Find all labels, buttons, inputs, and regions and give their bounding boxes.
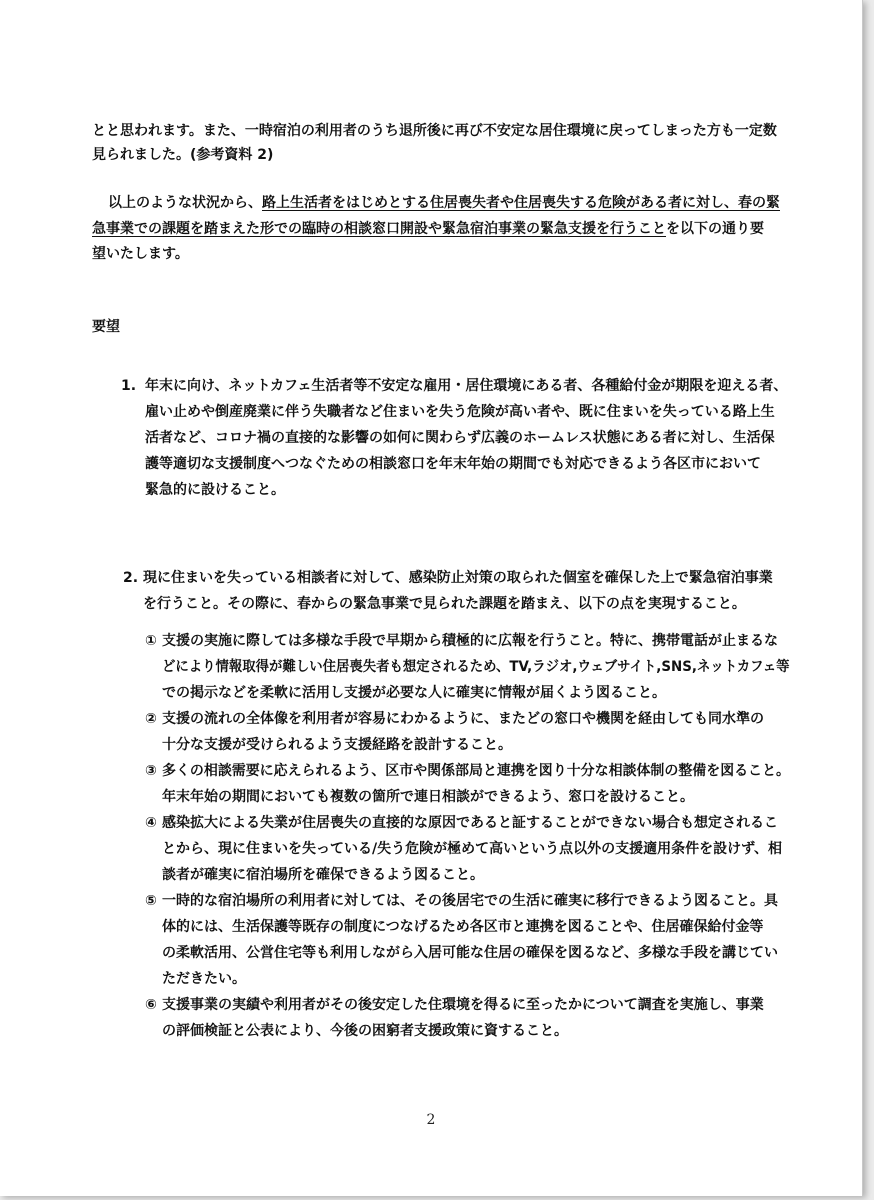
section-title: 要望 (92, 319, 120, 335)
item-4-marker: ④ (145, 815, 157, 831)
summary-line-3: 望いたします。 (92, 246, 189, 262)
demand-1-line-4: 護等適切な支援制度へつなぐための相談窓口を年末年始の期間でも対応できるよう各区市において (145, 456, 761, 472)
summary-line-2 (92, 220, 764, 238)
item-6-line-2: の評価検証と公表により、今後の困窮者支援政策に資すること。 (162, 1023, 568, 1039)
item-5-line-4: ただきたい。 (162, 971, 246, 987)
item-3-marker: ③ (145, 763, 157, 779)
item-5-line-3: の柔軟活用、公営住宅等も利用しながら入居可能な住居の確保を図るなど、多様な手段を講じてい (162, 945, 778, 961)
demand-1-line-3: 活者など、コロナ禍の直接的な影響の如何に関わらず広義のホームレス状態にある者に対し、生活保 (145, 430, 775, 446)
item-1-line-3: での掲示などを柔軟に活用し支援が必要な人に確実に情報が届くよう図ること。 (162, 685, 666, 701)
demand-2-line-2: を行うこと。その際に、春からの緊急事業で見られた課題を踏まえ、以下の点を実現すること。 (143, 596, 746, 612)
summary-line-1-underlined: 路上生活者をはじめとする住居喪失者や住居喪失する危険がある者に対し、春の緊 (262, 195, 780, 211)
summary-line-2-plain: を以下の通り要 (666, 221, 764, 237)
demand-1-line-2: 雇い止めや倒産廃業に伴う失職者など住まいを失う危険が高い者や、既に住まいを失っている路上生 (145, 404, 775, 420)
summary-line-1 (108, 194, 780, 212)
item-3-line-1: 多くの相談需要に応えられるよう、区市や関係部局と連携を図り十分な相談体制の整備を図ること。 (162, 763, 790, 779)
item-5-line-2: 体的には、生活保護等既存の制度につなげるため各区市と連携を図ることや、住居確保給付金等 (162, 919, 764, 935)
demand-1-number: 1. (121, 378, 137, 394)
demand-2-line-1: 現に住まいを失っている相談者に対して、感染防止対策の取られた個室を確保した上で緊急宿泊事業 (143, 570, 773, 586)
item-2-marker: ② (145, 711, 157, 727)
item-4-line-2: とから、現に住まいを失っている/失う危険が極めて高いという点以外の支援適用条件を設けず、相 (162, 841, 782, 857)
item-1-marker: ① (145, 633, 157, 649)
item-5-line-1: 一時的な宿泊場所の利用者に対しては、その後居宅での生活に確実に移行できるよう図ること。具 (162, 893, 778, 909)
intro-line-1: とと思われます。また、一時宿泊の利用者のうち退所後に再び不安定な居住環境に戻ってしまった方も一定数 (92, 123, 777, 139)
item-1-line-1: 支援の実施に際しては多様な手段で早期から積極的に広報を行うこと。特に、携帯電話が止まるな (162, 633, 778, 649)
item-2-line-2: 十分な支援が受けられるよう支援経路を設計すること。 (162, 737, 512, 753)
demand-1-line-5: 緊急的に設けること。 (145, 482, 285, 498)
item-5-marker: ⑤ (145, 893, 157, 909)
summary-line-2-underlined: 急事業での課題を踏まえた形での臨時の相談窓口開設や緊急宿泊事業の緊急支援を行うこと (92, 221, 666, 237)
page-number: 2 (426, 1112, 436, 1128)
item-6-marker: ⑥ (145, 997, 157, 1013)
item-3-line-2: 年末年始の期間においても複数の箇所で連日相談ができるよう、窓口を設けること。 (162, 789, 694, 805)
demand-2-number: 2. (123, 570, 139, 586)
item-6-line-1: 支援事業の実績や利用者がその後安定した住環境を得るに至ったかについて調査を実施し、事業 (162, 997, 764, 1013)
item-4-line-3: 談者が確実に宿泊場所を確保できるよう図ること。 (162, 867, 484, 883)
intro-line-2: 見られました。(参考資料 2) (92, 147, 274, 163)
summary-line-1-plain: 以上のような状況から、 (108, 195, 262, 211)
demand-1-line-1: 年末に向け、ネットカフェ生活者等不安定な雇用・居住環境にある者、各種給付金が期限を迎える者、 (145, 378, 788, 394)
item-2-line-1: 支援の流れの全体像を利用者が容易にわかるように、またどの窓口や機関を経由しても同水準の (162, 711, 764, 727)
item-1-line-2: どにより情報取得が難しい住居喪失者も想定されるため、TV,ラジオ,ウェブサイト,SNS,ネットカフェ等 (162, 659, 790, 675)
item-4-line-1: 感染拡大による失業が住居喪失の直接的な原因であると証することができない場合も想定されるこ (162, 815, 778, 831)
